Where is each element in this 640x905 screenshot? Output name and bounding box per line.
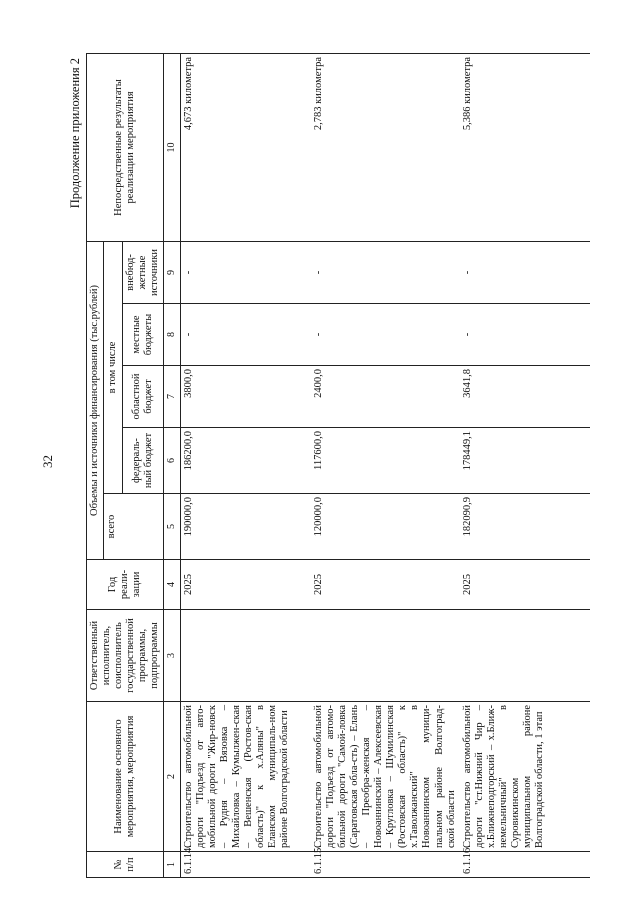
row-result: 2,783 километра <box>311 53 460 241</box>
header-federal: федераль-ный бюджет <box>123 428 164 494</box>
column-number: 8 <box>164 304 181 366</box>
row-num: 6.1.16. <box>460 852 590 878</box>
column-number: 3 <box>164 610 181 702</box>
row-year: 2025 <box>460 560 590 610</box>
row-total: 120000,0 <box>311 494 460 560</box>
row-num: 6.1.14. <box>180 852 311 878</box>
column-number: 1 <box>164 852 181 878</box>
header-executor: Ответственный исполнитель, соисполнитель государственной программы, подпрограммы <box>87 610 164 702</box>
row-federal: 178449,1 <box>460 428 590 494</box>
header-num: № п/п <box>87 852 164 878</box>
table-row <box>311 53 460 877</box>
table-body <box>180 53 589 877</box>
column-number: 10 <box>164 53 181 241</box>
header-total: всего <box>104 494 164 560</box>
rotated-page <box>38 48 618 878</box>
header-including: в том числе <box>104 241 123 493</box>
header-local: местные бюджеты <box>123 304 164 366</box>
row-extra: - <box>180 241 311 303</box>
header-results: Непосредственные результаты реализации мероприятия <box>87 53 164 241</box>
column-number: 2 <box>164 702 181 852</box>
row-executor <box>460 610 590 702</box>
row-extra: - <box>460 241 590 303</box>
row-name: Строительство автомобильной дороги "ст.Нижний Чир – х.Ближнеподгорский – х.Ближ-немельничный" в Суровикинском муниципальном районе Волгоградской области, 1 этап <box>460 702 590 852</box>
row-federal: 186200,0 <box>180 428 311 494</box>
row-extra: - <box>311 241 460 303</box>
row-result: 4,673 километра <box>180 53 311 241</box>
row-regional: 3800,0 <box>180 366 311 428</box>
header-year: Год реали-зации <box>87 560 164 610</box>
row-local: - <box>180 304 311 366</box>
row-result: 5,386 километра <box>460 53 590 241</box>
row-total: 190000,0 <box>180 494 311 560</box>
row-regional: 2400,0 <box>311 366 460 428</box>
continuation-label: Продолжение приложения 2 <box>68 58 82 209</box>
header-funding: Объемы и источники финансирования (тыс.рублей) <box>87 241 104 559</box>
column-number: 7 <box>164 366 181 428</box>
row-year: 2025 <box>180 560 311 610</box>
column-numbers-row <box>164 53 181 877</box>
row-local: - <box>311 304 460 366</box>
row-year: 2025 <box>311 560 460 610</box>
column-number: 6 <box>164 428 181 494</box>
row-regional: 3641,8 <box>460 366 590 428</box>
row-local: - <box>460 304 590 366</box>
header-extra: внебюд-жетные источники <box>123 241 164 303</box>
table-row <box>180 53 311 877</box>
row-num: 6.1.15. <box>311 852 460 878</box>
table-header <box>87 53 181 877</box>
table-row <box>460 53 590 877</box>
row-federal: 117600,0 <box>311 428 460 494</box>
column-number: 4 <box>164 560 181 610</box>
row-executor <box>180 610 311 702</box>
row-name: Строительство автомобильной дороги "Подъезд от автомо-бильной дороги "Самой-ловка (Саратовская обла-сть) – Елань – Преобра-женская – Новоаннинский – Алексеевская – Кругловка – Шумилинская (Ростовская область)" к х.Таволжанский" в Новоаннинском муници-пальном районе Волгоград-ской области <box>311 702 460 852</box>
row-executor <box>311 610 460 702</box>
row-name: Строительство автомобильной дороги "Подъезд от авто-мобильной дороги "Жир-новск – Рудня – Вязовка – Михайловка – Кумылжен-ская – Вешенская (Ростов-ская область)" к х.Аляны" в Еланском муниципаль-ном районе Волгоградской области <box>180 702 311 852</box>
column-number: 5 <box>164 494 181 560</box>
header-name: Наименование основного мероприятия, мероприятия <box>87 702 164 852</box>
header-regional: областной бюджет <box>123 366 164 428</box>
financing-table <box>86 53 590 878</box>
row-total: 182090,9 <box>460 494 590 560</box>
column-number: 9 <box>164 241 181 303</box>
page-number: 32 <box>40 455 55 468</box>
